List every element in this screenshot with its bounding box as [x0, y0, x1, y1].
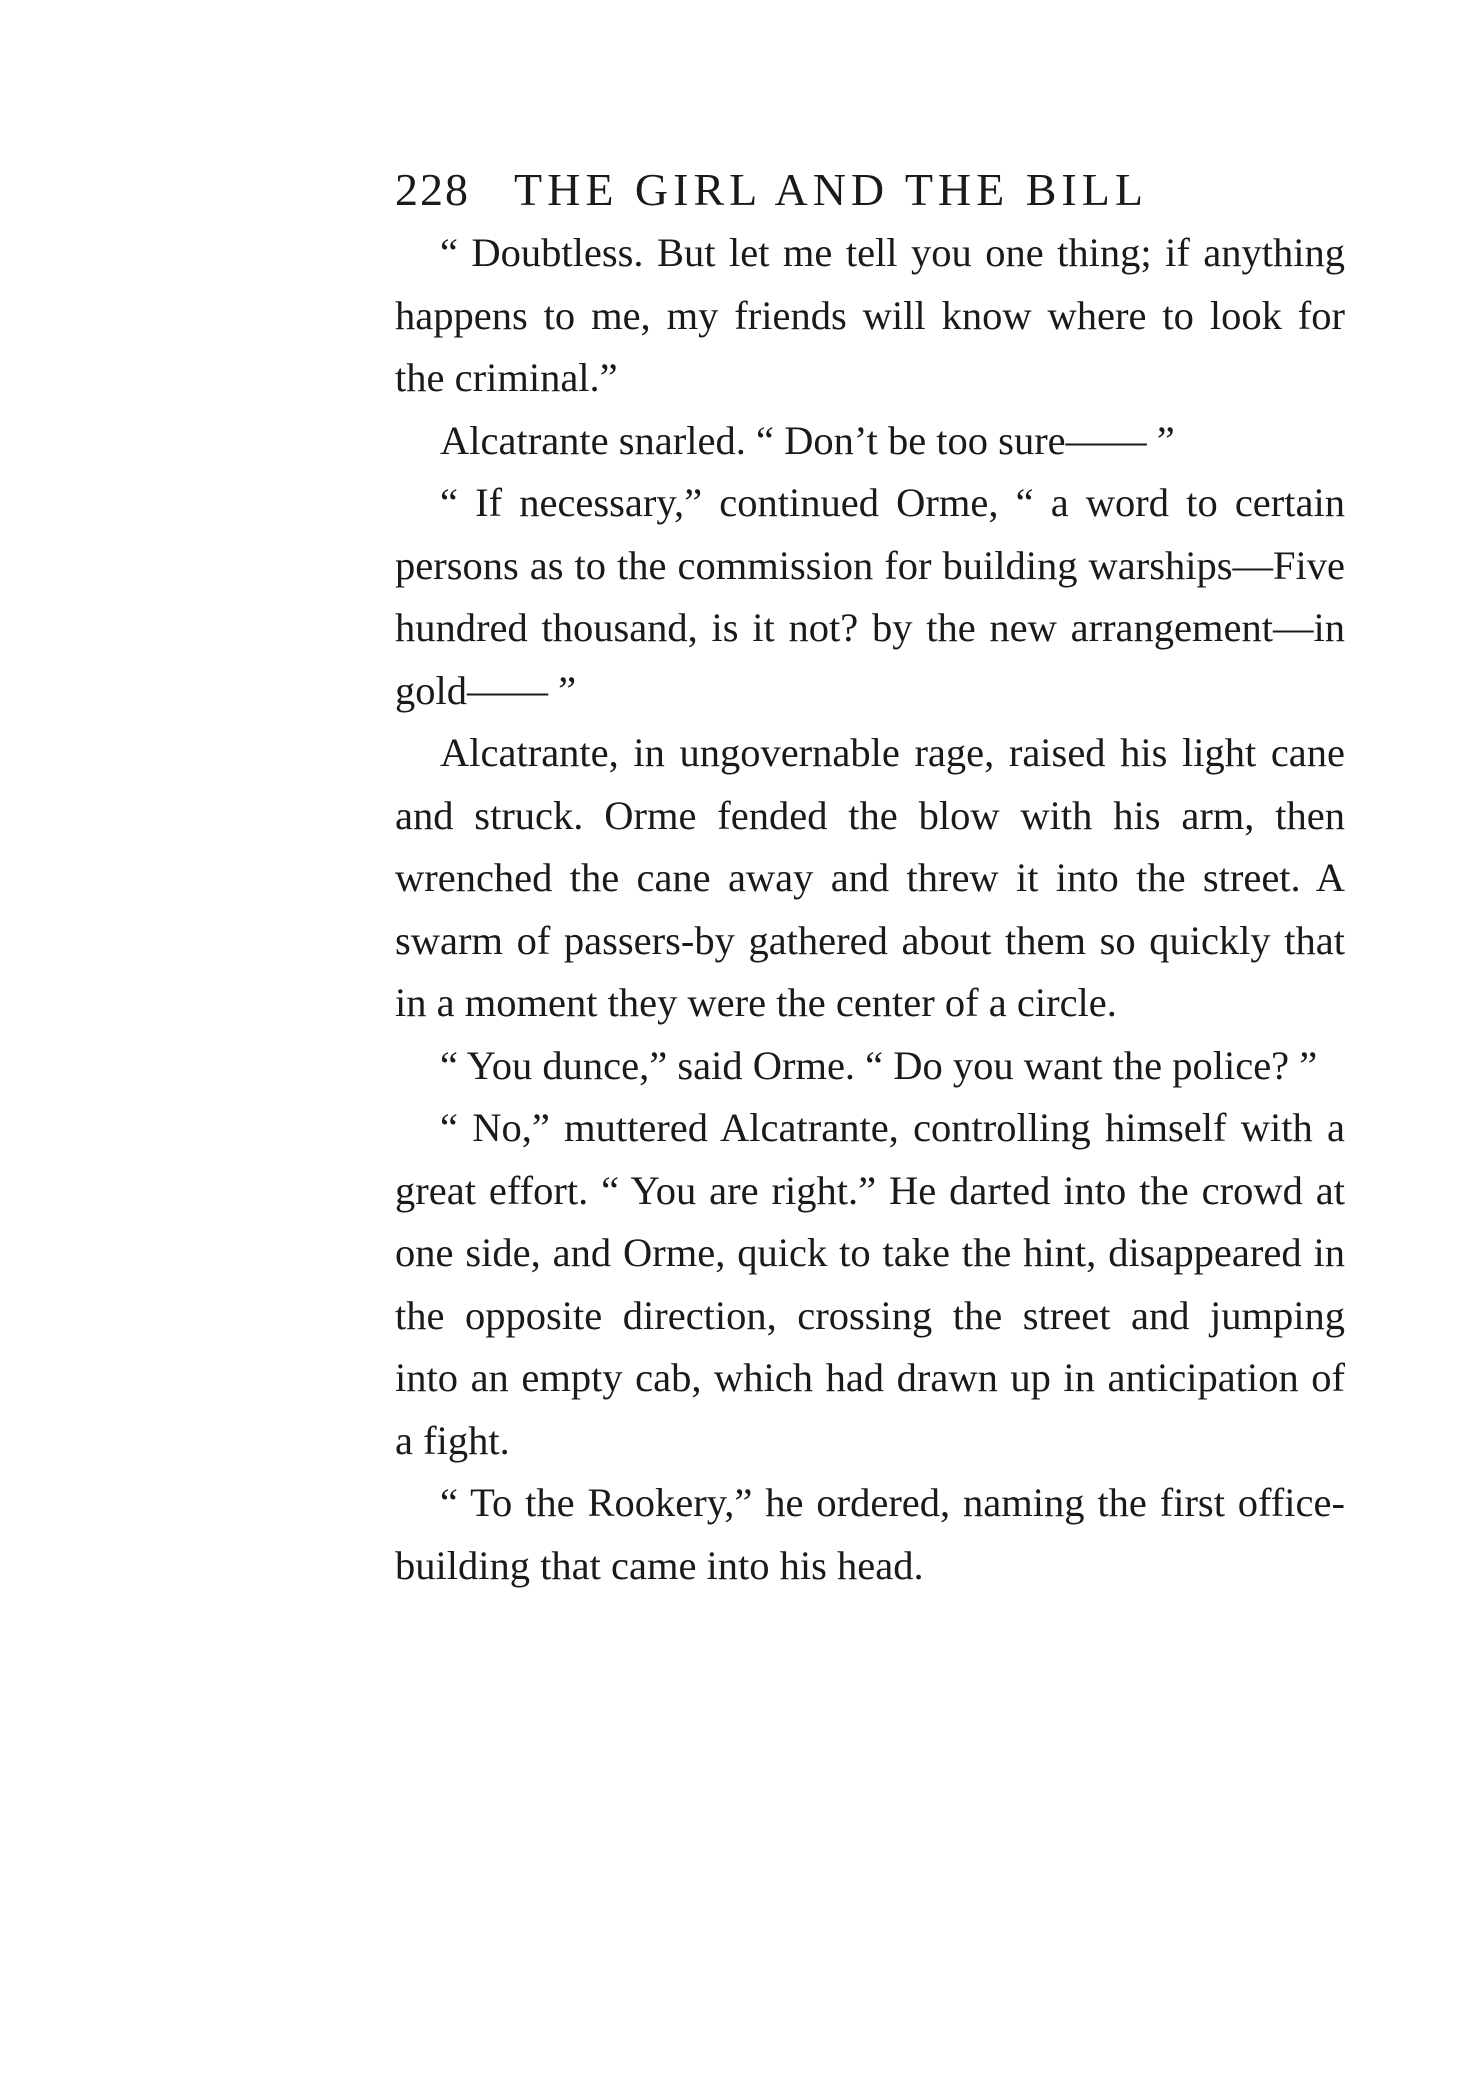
- paragraph: “ If necessary,” continued Orme, “ a word to certain persons as to the commission for building warships—Five hundred thousand, is it not? by the new arrangement—in gold—— ”: [395, 480, 1345, 713]
- page-number: 228: [395, 164, 470, 215]
- book-page: [395, 160, 1345, 1597]
- paragraph: “ To the Rookery,” he ordered, naming the first office-building that came into his head.: [395, 1480, 1345, 1588]
- paragraph: Alcatrante, in ungovernable rage, raised his light cane and struck. Orme fended the blow with his arm, then wrenched the cane away and threw it into the street. A swarm of passers-by gathered about them so quickly that in a moment they were the center of a circle.: [395, 730, 1345, 1025]
- paragraph: “ No,” muttered Alcatrante, controlling himself with a great effort. “ You are right.” He darted into the crowd at one side, and Orme, quick to take the hint, disappeared in the opposite direction, crossing the street and jumping into an empty cab, which had drawn up in anticipation of a fight.: [395, 1105, 1345, 1463]
- paragraph: “ Doubtless. But let me tell you one thing; if anything happens to me, my friends will know where to look for the criminal.”: [395, 230, 1345, 400]
- running-title: THE GIRL AND THE BILL: [514, 164, 1148, 215]
- running-head: [395, 160, 1345, 220]
- paragraph: Alcatrante snarled. “ Don’t be too sure—— ”: [440, 417, 1175, 463]
- paragraph: “ You dunce,” said Orme. “ Do you want the police? ”: [440, 1042, 1318, 1088]
